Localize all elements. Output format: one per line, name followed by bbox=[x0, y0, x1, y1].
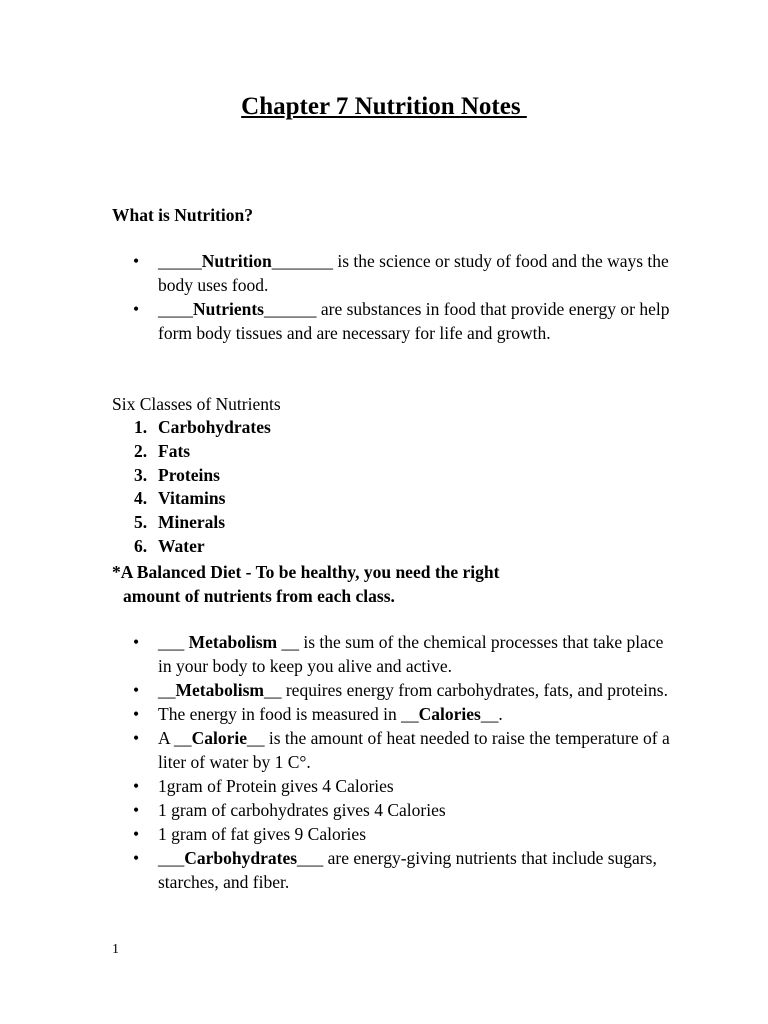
page-title: Chapter 7 Nutrition Notes bbox=[241, 93, 527, 120]
nutrient-classes-list bbox=[112, 416, 271, 559]
list-item: 1. Carbohydrates bbox=[134, 417, 271, 437]
list-item: • The energy in food is measured in __Calories__. bbox=[112, 702, 672, 726]
list-item: • A __Calorie__ is the amount of heat needed to raise the temperature of a liter of water by 1 C°. bbox=[112, 726, 672, 774]
list-item: • ___ Metabolism __ is the sum of the chemical processes that take place in your body to keep you alive and active. bbox=[112, 630, 672, 678]
list-item: 3. Proteins bbox=[134, 464, 220, 485]
section-heading-six-classes: Six Classes of Nutrients bbox=[112, 394, 281, 414]
list-item: 4. Vitamins bbox=[134, 488, 226, 509]
metabolism-list bbox=[112, 630, 672, 894]
list-item: • ___Carbohydrates___ are energy-giving nutrients that include sugars, starches, and fiber. bbox=[112, 846, 672, 894]
list-item: • 1 gram of carbohydrates gives 4 Calories bbox=[112, 798, 672, 822]
list-item: • __Metabolism__ requires energy from carbohydrates, fats, and proteins. bbox=[112, 678, 672, 702]
balanced-diet-note: *A Balanced Diet - To be healthy, you need the right amount of nutrients from each class. bbox=[112, 562, 500, 606]
page-number: 1 bbox=[112, 942, 119, 957]
definitions-list bbox=[112, 249, 672, 345]
list-item: 5. Minerals bbox=[134, 512, 226, 533]
list-item: • ____Nutrients______ are substances in food that provide energy or help form body tissues and are necessary for life and growth. bbox=[112, 297, 672, 345]
list-item: • 1gram of Protein gives 4 Calories bbox=[112, 774, 672, 798]
list-item: 6. Water bbox=[134, 535, 205, 556]
list-item: • 1 gram of fat gives 9 Calories bbox=[112, 822, 672, 846]
list-item: • _____Nutrition_______ is the science or study of food and the ways the body uses food. bbox=[112, 249, 672, 297]
list-item: 2. Fats bbox=[134, 440, 191, 461]
section-heading-what-is-nutrition: What is Nutrition? bbox=[112, 205, 253, 225]
